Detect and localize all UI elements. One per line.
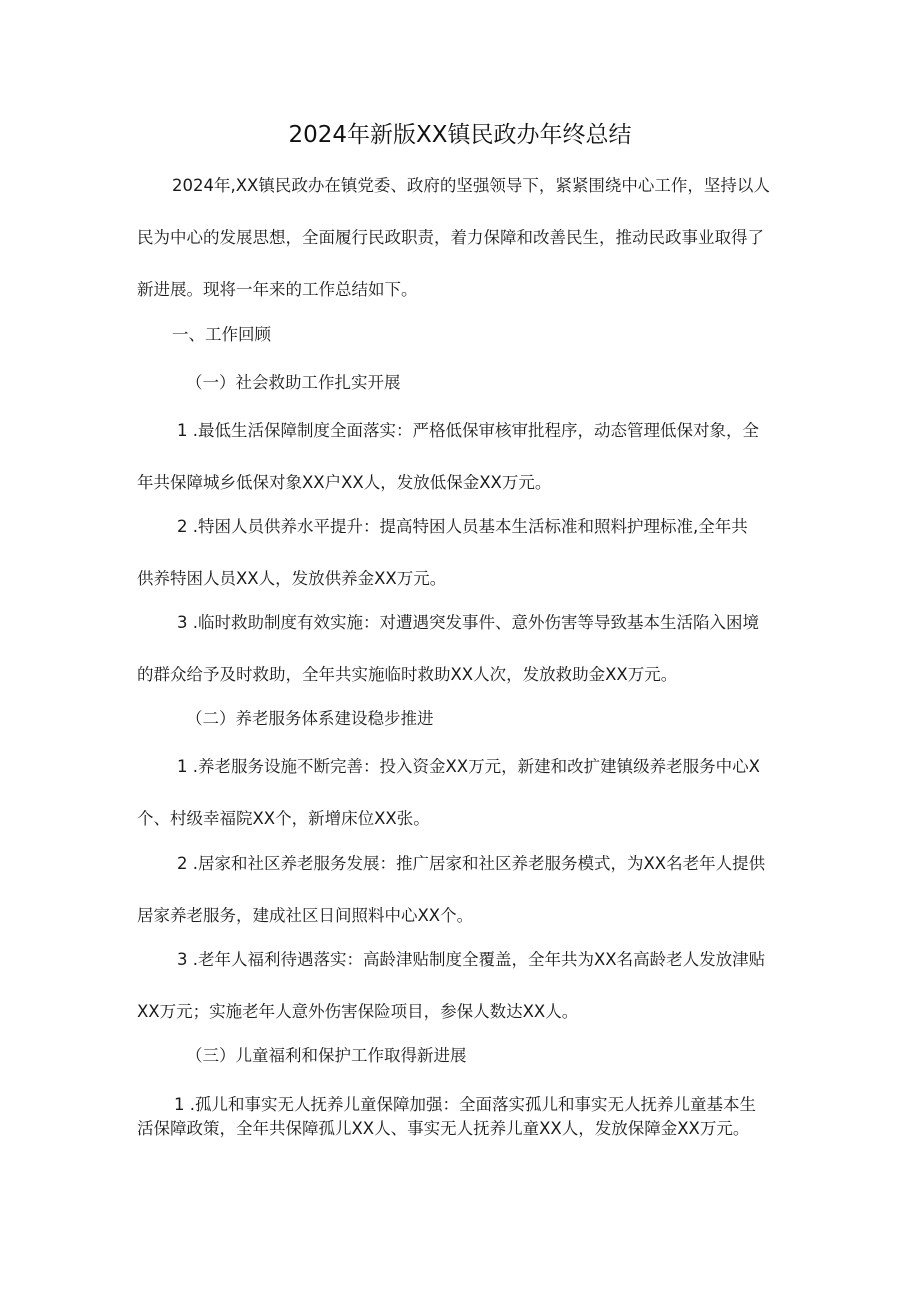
paragraph-s1-item3 bbox=[137, 610, 787, 688]
s2-item1-line-1: 1 .养老服务设施不断完善：投入资金XX万元，新建和改扩建镇级养老服务中心X bbox=[177, 757, 760, 776]
paragraph-s1-item1 bbox=[137, 418, 787, 496]
paragraph-s3-item1 bbox=[137, 1093, 787, 1141]
paragraph-s2-item3 bbox=[137, 947, 787, 1025]
s1-item2-line-1: 2 .特困人员供养水平提升：提高特困人员基本生活标准和照料护理标准,全年共 bbox=[177, 517, 748, 536]
s1-item3-line-1: 3 .临时救助制度有效实施：对遭遇突发事件、意外伤害等导致基本生活陷入困境 bbox=[177, 613, 759, 632]
s1-item1-line-2: 年共保障城乡低保对象XX户XX人，发放低保金XX万元。 bbox=[137, 473, 552, 492]
subsection-heading-child-welfare: （三）儿童福利和保护工作取得新进展 bbox=[186, 1046, 467, 1065]
s2-item1-line-2: 个、村级幸福院XX个，新增床位XX张。 bbox=[137, 809, 430, 828]
s1-item1-line-1: 1 .最低生活保障制度全面落实：严格低保审核审批程序，动态管理低保对象，全 bbox=[177, 421, 759, 440]
s2-item3-line-1: 3 .老年人福利待遇落实：高龄津贴制度全覆盖，全年共为XX名高龄老人发放津贴 bbox=[177, 950, 766, 969]
paragraph-s2-item1 bbox=[137, 754, 787, 832]
paragraph-s2-item2 bbox=[137, 851, 787, 929]
subsection-heading-elderly-care: （二）养老服务体系建设稳步推进 bbox=[186, 709, 434, 728]
s2-item3-line-2: XX万元；实施老年人意外伤害保险项目，参保人数达XX人。 bbox=[137, 1002, 579, 1021]
subsection-heading-social-assistance: （一）社会救助工作扎实开展 bbox=[186, 373, 401, 392]
s3-item1-line-1: 1 .孤儿和事实无人抚养儿童保障加强：全面落实孤儿和事实无人抚养儿童基本生 bbox=[174, 1095, 756, 1114]
document-title: 2024年新版XX镇民政办年终总结 bbox=[288, 122, 632, 148]
intro-line-3: 新进展。现将一年来的工作总结如下。 bbox=[137, 280, 418, 299]
intro-paragraph bbox=[137, 173, 787, 303]
s3-item1-line-2: 活保障政策，全年共保障孤儿XX人、事实无人抚养儿童XX人，发放保障金XX万元。 bbox=[137, 1119, 750, 1138]
intro-line-1: 2024年,XX镇民政办在镇党委、政府的坚强领导下，紧紧围绕中心工作，坚持以人 bbox=[172, 176, 770, 195]
s1-item2-line-2: 供养特困人员XX人，发放供养金XX万元。 bbox=[137, 569, 447, 588]
section-heading-review: 一、工作回顾 bbox=[172, 325, 271, 344]
s1-item3-line-2: 的群众给予及时救助，全年共实施临时救助XX人次，发放救助金XX万元。 bbox=[137, 665, 678, 684]
s2-item2-line-2: 居家养老服务，建成社区日间照料中心XX个。 bbox=[137, 906, 474, 925]
intro-line-2: 民为中心的发展思想，全面履行民政职责，着力保障和改善民生，推动民政事业取得了 bbox=[137, 228, 764, 247]
paragraph-s1-item2 bbox=[137, 514, 787, 592]
s2-item2-line-1: 2 .居家和社区养老服务发展：推广居家和社区养老服务模式，为XX名老年人提供 bbox=[177, 854, 766, 873]
